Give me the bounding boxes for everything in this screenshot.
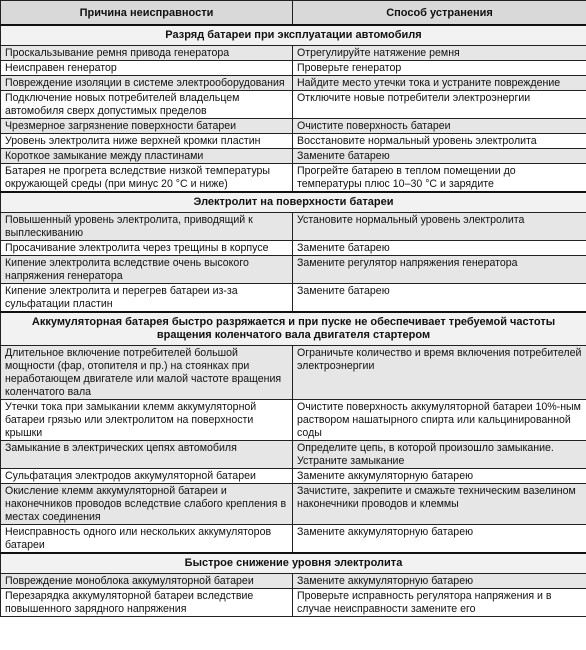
cause-cell: Повреждение моноблока аккумуляторной батареи: [1, 574, 293, 589]
cause-cell: Просачивание электролита через трещины в корпусе: [1, 241, 293, 256]
cause-cell: Повреждение изоляции в системе электрооборудования: [1, 76, 293, 91]
cause-cell: Подключение новых потребителей владельцем автомобиля сверх допустимых пределов: [1, 91, 293, 119]
cause-cell: Длительное включение потребителей большой мощности (фар, отопителя и пр.) на стоянках при неработающем двигателе или малой частоте вращения коленчатого вала: [1, 346, 293, 400]
remedy-cell: Прогрейте батарею в теплом помещении до температуры плюс 10–30 °С и зарядите: [293, 164, 586, 193]
cause-cell: Проскальзывание ремня привода генератора: [1, 46, 293, 61]
table-row: [1, 164, 586, 193]
section-title: Быстрое снижение уровня электролита: [1, 553, 586, 574]
table-row: [1, 213, 586, 241]
remedy-cell: Установите нормальный уровень электролита: [293, 213, 586, 241]
section-title: Разряд батареи при эксплуатации автомобиля: [1, 25, 586, 46]
remedy-cell: Найдите место утечки тока и устраните повреждение: [293, 76, 586, 91]
remedy-cell: Очистите поверхность аккумуляторной батареи 10%-ным раствором нашатырного спирта или кальцинированной соды: [293, 400, 586, 441]
cause-cell: Окисление клемм аккумуляторной батареи и наконечников проводов вследствие слабого крепления в местах соединения: [1, 484, 293, 525]
table-row: [1, 484, 586, 525]
remedy-cell: Очистите поверхность батареи: [293, 119, 586, 134]
section-row: [1, 25, 586, 46]
table-row: [1, 61, 586, 76]
table-row: [1, 46, 586, 61]
table-row: [1, 76, 586, 91]
cause-cell: Батарея не прогрета вследствие низкой температуры окружающей среды (при минус 20 °С и ниже): [1, 164, 293, 193]
table-row: [1, 441, 586, 469]
remedy-cell: Восстановите нормальный уровень электролита: [293, 134, 586, 149]
table-row: [1, 284, 586, 313]
cause-cell: Замыкание в электрических цепях автомобиля: [1, 441, 293, 469]
remedy-cell: Ограничьте количество и время включения потребителей электроэнергии: [293, 346, 586, 400]
cause-cell: Сульфатация электродов аккумуляторной батареи: [1, 469, 293, 484]
section-row: [1, 312, 586, 346]
cause-cell: Неисправен генератор: [1, 61, 293, 76]
table-row: [1, 119, 586, 134]
remedy-cell: Зачистите, закрепите и смажьте техническим вазелином наконечники проводов и клеммы: [293, 484, 586, 525]
table-header-row: [1, 1, 586, 26]
table-row: [1, 149, 586, 164]
cause-cell: Неисправность одного или нескольких аккумуляторов батареи: [1, 525, 293, 554]
remedy-cell: Отключите новые потребители электроэнергии: [293, 91, 586, 119]
section-row: [1, 553, 586, 574]
remedy-cell: Замените аккумуляторную батарею: [293, 469, 586, 484]
cause-cell: Повышенный уровень электролита, приводящий к выплескиванию: [1, 213, 293, 241]
table-row: [1, 346, 586, 400]
table-row: [1, 241, 586, 256]
remedy-cell: Замените регулятор напряжения генератора: [293, 256, 586, 284]
remedy-cell: Замените батарею: [293, 149, 586, 164]
remedy-cell: Замените батарею: [293, 284, 586, 313]
table-row: [1, 525, 586, 554]
header-remedy: Способ устранения: [293, 1, 586, 26]
table-row: [1, 469, 586, 484]
remedy-cell: Отрегулируйте натяжение ремня: [293, 46, 586, 61]
remedy-cell: Замените аккумуляторную батарею: [293, 574, 586, 589]
table-row: [1, 574, 586, 589]
table-row: [1, 589, 586, 617]
remedy-cell: Проверьте исправность регулятора напряжения и в случае неисправности замените его: [293, 589, 586, 617]
section-title: Аккумуляторная батарея быстро разряжается и при пуске не обеспечивает требуемой частоты вращения коленчатого вала двигателя стартером: [1, 312, 586, 346]
remedy-cell: Определите цепь, в которой произошло замыкание. Устраните замыкание: [293, 441, 586, 469]
remedy-cell: Проверьте генератор: [293, 61, 586, 76]
section-row: [1, 192, 586, 213]
table-row: [1, 91, 586, 119]
cause-cell: Уровень электролита ниже верхней кромки пластин: [1, 134, 293, 149]
remedy-cell: Замените батарею: [293, 241, 586, 256]
cause-cell: Кипение электролита вследствие очень высокого напряжения генератора: [1, 256, 293, 284]
section-title: Электролит на поверхности батареи: [1, 192, 586, 213]
table-row: [1, 256, 586, 284]
table-row: [1, 400, 586, 441]
cause-cell: Кипение электролита и перегрев батареи из-за сульфатации пластин: [1, 284, 293, 313]
table-row: [1, 134, 586, 149]
cause-cell: Перезарядка аккумуляторной батареи вследствие повышенного зарядного напряжения: [1, 589, 293, 617]
header-cause: Причина неисправности: [1, 1, 293, 26]
table-body: [1, 25, 586, 617]
cause-cell: Утечки тока при замыкании клемм аккумуляторной батареи грязью или электролитом на поверхности крышки: [1, 400, 293, 441]
cause-cell: Чрезмерное загрязнение поверхности батареи: [1, 119, 293, 134]
cause-cell: Короткое замыкание между пластинами: [1, 149, 293, 164]
remedy-cell: Замените аккумуляторную батарею: [293, 525, 586, 554]
